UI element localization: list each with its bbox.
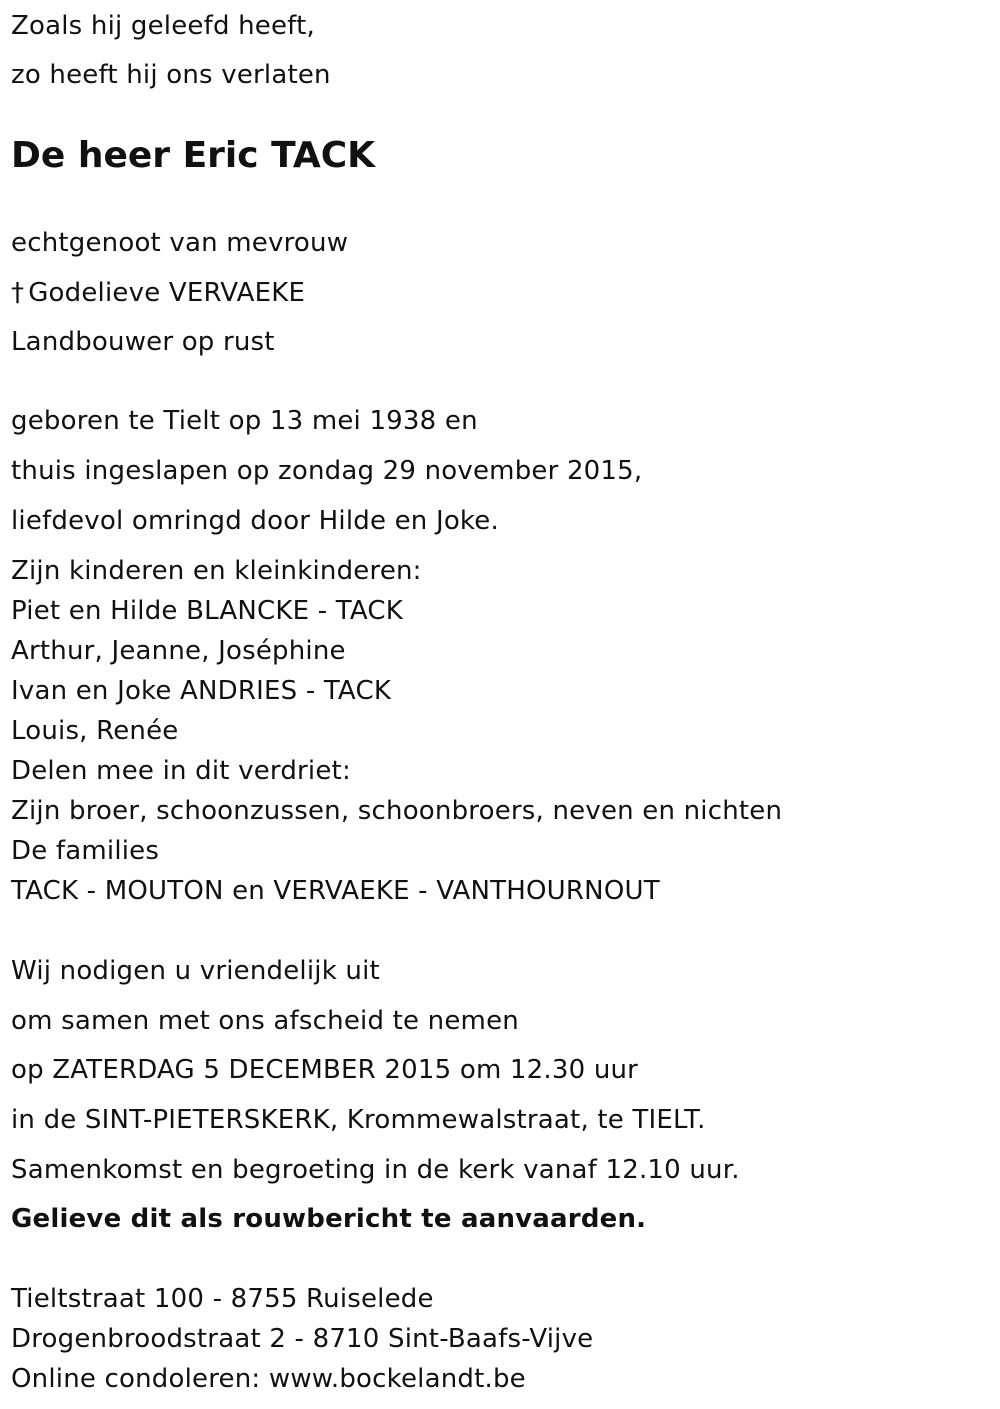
children-heading: Zijn kinderen en kleinkinderen: [11, 556, 422, 586]
invitation-line: Samenkomst en begroeting in de kerk vanaf 12.10 uur. [11, 1155, 740, 1185]
spouse-line [11, 277, 305, 309]
family-line: De families [11, 836, 160, 866]
obituary-notice: Gelieve dit als rouwbericht te aanvaarden. [11, 1204, 647, 1234]
invitation-line: Wij nodigen u vriendelijk uit [11, 956, 380, 986]
deceased-name: De heer Eric TACK [11, 135, 376, 176]
family-line: Arthur, Jeanne, Joséphine [11, 636, 346, 666]
spouse-intro: echtgenoot van mevrouw [11, 228, 349, 258]
spouse-name: Godelieve VERVAEKE [28, 278, 306, 308]
family-line: Zijn broer, schoonzussen, schoonbroers, neven en nichten [11, 796, 783, 826]
invitation-line: om samen met ons afscheid te nemen [11, 1006, 519, 1036]
opening-line-1: Zoals hij geleefd heeft, [11, 11, 315, 41]
occupation: Landbouwer op rust [11, 327, 275, 357]
surrounded-line: liefdevol omringd door Hilde en Joke. [11, 506, 499, 536]
family-line: Piet en Hilde BLANCKE - TACK [11, 596, 403, 626]
family-line: TACK - MOUTON en VERVAEKE - VANTHOURNOUT [11, 876, 660, 906]
invitation-line: op ZATERDAG 5 DECEMBER 2015 om 12.30 uur [11, 1055, 639, 1085]
address-line: Tieltstraat 100 - 8755 Ruiselede [11, 1284, 434, 1314]
cross-icon: † [11, 278, 25, 308]
death-line: thuis ingeslapen op zondag 29 november 2015, [11, 456, 643, 486]
invitation-line: in de SINT-PIETERSKERK, Krommewalstraat, te TIELT. [11, 1105, 706, 1135]
online-condolence: Online condoleren: www.bockelandt.be [11, 1364, 526, 1394]
address-line: Drogenbroodstraat 2 - 8710 Sint-Baafs-Vijve [11, 1324, 594, 1354]
family-line: Delen mee in dit verdriet: [11, 756, 351, 786]
family-line: Ivan en Joke ANDRIES - TACK [11, 676, 392, 706]
family-line: Louis, Renée [11, 716, 179, 746]
birth-line: geboren te Tielt op 13 mei 1938 en [11, 406, 478, 436]
opening-line-2: zo heeft hij ons verlaten [11, 60, 331, 90]
